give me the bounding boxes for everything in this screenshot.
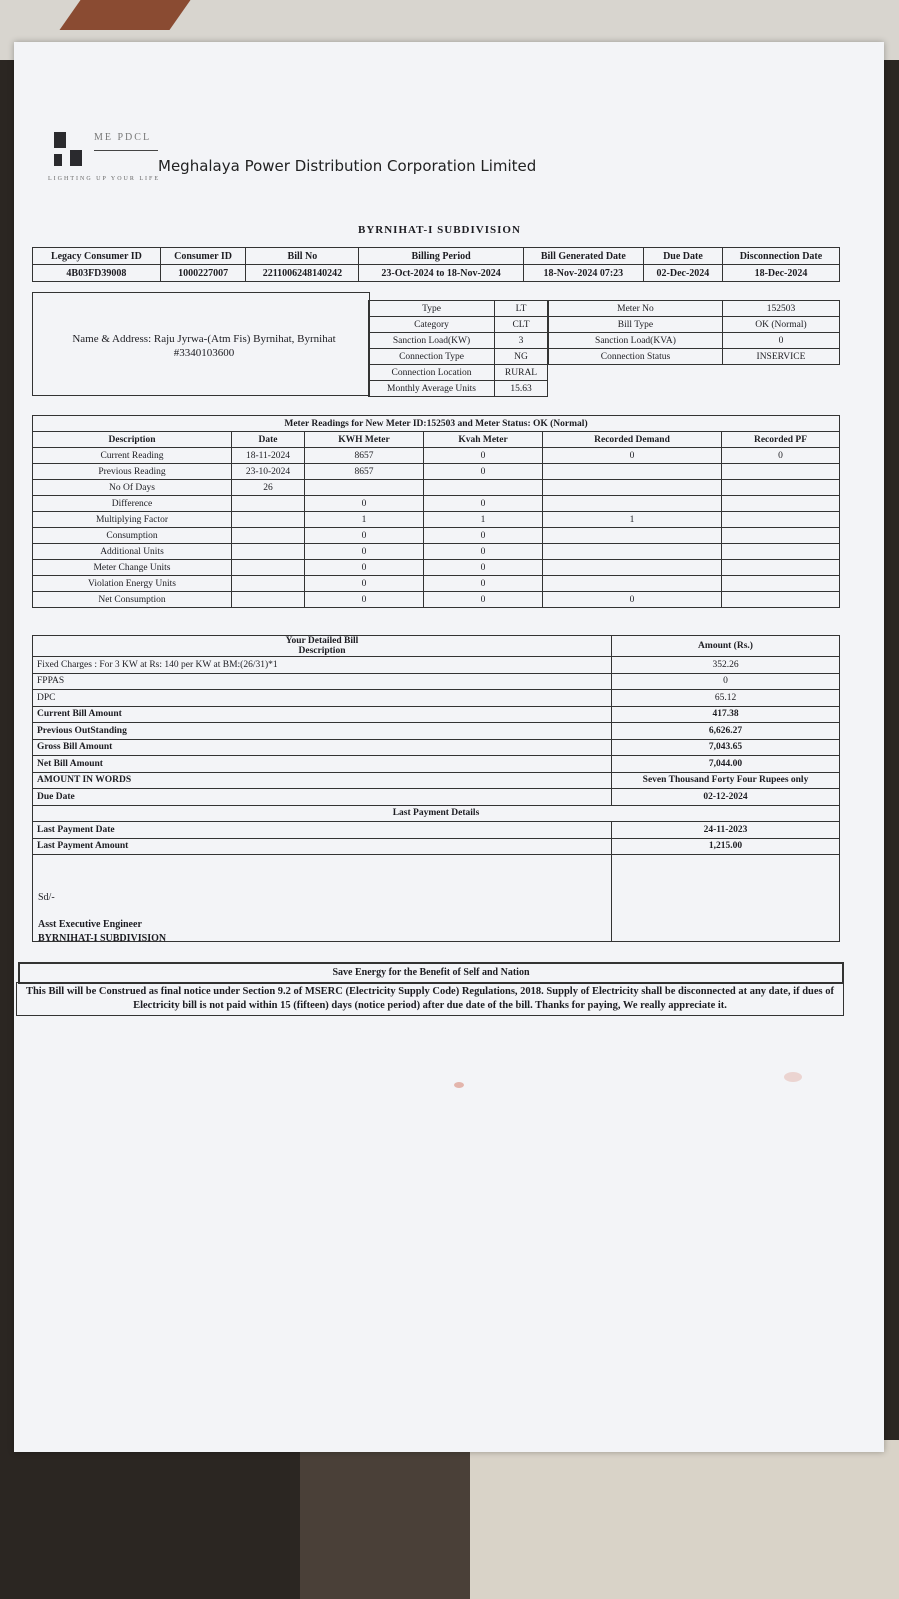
reading-cell: 0 <box>305 496 424 512</box>
stain-mark <box>454 1082 464 1088</box>
connection-table <box>368 300 548 397</box>
reading-cell <box>543 528 722 544</box>
meter-table <box>548 300 840 365</box>
bill-item-amount: 417.38 <box>612 706 840 723</box>
table-row <box>33 560 840 576</box>
connection-label: Type <box>369 301 495 317</box>
amount-header: Amount (Rs.) <box>612 636 840 657</box>
bill-item-amount: 352.26 <box>612 657 840 674</box>
table-row <box>33 512 840 528</box>
bill-item-label: Net Bill Amount <box>33 756 612 773</box>
bill-item-amount: 7,043.65 <box>612 739 840 756</box>
signature-sd: Sd/- <box>38 892 55 903</box>
table-row <box>369 381 548 397</box>
last-payment-date: 24-11-2023 <box>612 822 840 839</box>
table-row <box>33 544 840 560</box>
table-row <box>33 723 840 740</box>
consumer-phone: #3340103600 <box>173 347 235 359</box>
reading-cell <box>543 544 722 560</box>
name-address <box>44 332 364 360</box>
consumer-name-address: Name & Address: Raju Jyrwa-(Atm Fis) Byrnihat, Byrnihat <box>72 333 336 345</box>
connection-value: NG <box>495 349 548 365</box>
reading-cell <box>232 528 305 544</box>
reading-cell <box>543 464 722 480</box>
table-row <box>33 657 840 674</box>
connection-value: 15.63 <box>495 381 548 397</box>
table-header: Recorded PF <box>722 432 840 448</box>
logo-tagline: LIGHTING UP YOUR LIFE <box>48 176 161 182</box>
last-payment-date-label: Last Payment Date <box>33 822 612 839</box>
meter-label: Bill Type <box>549 317 723 333</box>
consumer-id-table <box>32 247 840 282</box>
reading-rows <box>33 448 840 608</box>
connection-label: Connection Type <box>369 349 495 365</box>
table-header: KWH Meter <box>305 432 424 448</box>
reading-label: Violation Energy Units <box>33 576 232 592</box>
table-row <box>33 855 840 942</box>
reading-cell: 0 <box>424 592 543 608</box>
company-name: Meghalaya Power Distribution Corporation Limited <box>158 157 537 175</box>
reading-cell <box>722 480 840 496</box>
reading-cell <box>543 560 722 576</box>
bill-generated-date: 18-Nov-2024 07:23 <box>523 265 643 282</box>
bill-title-text: Your Detailed Bill <box>285 636 359 646</box>
bill-page <box>14 42 884 1452</box>
reading-cell <box>232 592 305 608</box>
reading-cell <box>232 576 305 592</box>
table-header: Consumer ID <box>160 248 246 265</box>
table-row <box>33 528 840 544</box>
signature-title: Asst Executive Engineer <box>38 919 142 930</box>
table-row <box>33 838 840 855</box>
table-row <box>33 592 840 608</box>
reading-cell <box>722 496 840 512</box>
reading-cell: 0 <box>305 592 424 608</box>
table-row <box>33 690 840 707</box>
reading-cell: 0 <box>424 560 543 576</box>
reading-cell <box>424 480 543 496</box>
table-row <box>33 576 840 592</box>
reading-cell: 0 <box>424 544 543 560</box>
save-energy-banner: Save Energy for the Benefit of Self and Nation <box>18 962 844 984</box>
billing-period: 23-Oct-2024 to 18-Nov-2024 <box>359 265 523 282</box>
company-logo-icon <box>54 132 84 170</box>
connection-value: LT <box>495 301 548 317</box>
bill-item-amount: 02-12-2024 <box>612 789 840 806</box>
table-header: Legacy Consumer ID <box>33 248 161 265</box>
reading-cell: 1 <box>305 512 424 528</box>
table-row <box>33 805 840 822</box>
meter-label: Meter No <box>549 301 723 317</box>
connection-label: Sanction Load(KW) <box>369 333 495 349</box>
reading-cell <box>722 464 840 480</box>
table-header: Bill No <box>246 248 359 265</box>
table-row <box>549 349 840 365</box>
reading-cell: 23-10-2024 <box>232 464 305 480</box>
reading-cell: 0 <box>424 448 543 464</box>
reading-cell <box>305 480 424 496</box>
table-header: Disconnection Date <box>722 248 839 265</box>
reading-label: Current Reading <box>33 448 232 464</box>
reading-cell: 0 <box>305 560 424 576</box>
table-row <box>33 432 840 448</box>
table-row <box>33 822 840 839</box>
table-row <box>33 772 840 789</box>
meter-label: Sanction Load(KVA) <box>549 333 723 349</box>
reading-cell: 0 <box>305 576 424 592</box>
consumer-id: 1000227007 <box>160 265 246 282</box>
table-row <box>33 739 840 756</box>
table-header: Kvah Meter <box>424 432 543 448</box>
stain-mark <box>784 1072 802 1082</box>
reading-cell: 0 <box>424 496 543 512</box>
connection-label: Monthly Average Units <box>369 381 495 397</box>
connection-value: RURAL <box>495 365 548 381</box>
bill-item-label: Current Bill Amount <box>33 706 612 723</box>
detailed-bill-table <box>32 635 840 942</box>
reading-cell <box>543 480 722 496</box>
bill-item-label: AMOUNT IN WORDS <box>33 772 612 789</box>
table-row <box>33 480 840 496</box>
table-row <box>33 706 840 723</box>
reading-cell: 0 <box>305 528 424 544</box>
bill-item-label: DPC <box>33 690 612 707</box>
bill-item-amount: 65.12 <box>612 690 840 707</box>
reading-cell <box>543 576 722 592</box>
reading-label: Previous Reading <box>33 464 232 480</box>
table-header: Description <box>33 432 232 448</box>
reading-cell <box>722 576 840 592</box>
reading-cell <box>232 560 305 576</box>
reading-label: Difference <box>33 496 232 512</box>
table-header: Recorded Demand <box>543 432 722 448</box>
subdivision-title: BYRNIHAT-I SUBDIVISION <box>358 224 521 236</box>
background-paper-below <box>470 1440 899 1599</box>
background-pencil <box>59 0 190 30</box>
meter-readings-table <box>32 415 840 608</box>
meter-label: Connection Status <box>549 349 723 365</box>
reading-cell: 0 <box>722 448 840 464</box>
table-header: Due Date <box>643 248 722 265</box>
connection-label: Connection Location <box>369 365 495 381</box>
logo-divider <box>94 150 158 151</box>
bill-item-amount: 0 <box>612 673 840 690</box>
reading-cell <box>232 544 305 560</box>
reading-label: Net Consumption <box>33 592 232 608</box>
table-row <box>369 349 548 365</box>
last-payment-amount: 1,215.00 <box>612 838 840 855</box>
table-row <box>369 365 548 381</box>
reading-cell: 0 <box>543 448 722 464</box>
reading-cell: 0 <box>305 544 424 560</box>
reading-label: Meter Change Units <box>33 560 232 576</box>
reading-label: Consumption <box>33 528 232 544</box>
bill-item-amount: 6,626.27 <box>612 723 840 740</box>
meter-value: OK (Normal) <box>722 317 839 333</box>
reading-cell: 0 <box>543 592 722 608</box>
table-row <box>33 464 840 480</box>
bill-item-label: Due Date <box>33 789 612 806</box>
bill-item-label: Gross Bill Amount <box>33 739 612 756</box>
reading-cell: 0 <box>424 528 543 544</box>
bill-item-amount: 7,044.00 <box>612 756 840 773</box>
last-payment-title: Last Payment Details <box>33 805 840 822</box>
table-row <box>33 448 840 464</box>
table-header: Date <box>232 432 305 448</box>
table-row <box>33 756 840 773</box>
reading-cell <box>543 496 722 512</box>
logo-text: ME PDCL <box>94 132 152 143</box>
table-row <box>33 248 840 265</box>
table-row <box>369 333 548 349</box>
bill-rows <box>33 657 840 806</box>
reading-cell: 8657 <box>305 448 424 464</box>
connection-label: Category <box>369 317 495 333</box>
reading-cell <box>232 512 305 528</box>
bill-item-label: Fixed Charges : For 3 KW at Rs: 140 per KW at BM:(26/31)*1 <box>33 657 612 674</box>
table-row <box>33 416 840 432</box>
bill-title <box>33 636 612 657</box>
legacy-consumer-id: 4B03FD39008 <box>33 265 161 282</box>
meter-value: INSERVICE <box>722 349 839 365</box>
reading-cell: 26 <box>232 480 305 496</box>
signature-office: BYRNIHAT-I SUBDIVISION <box>38 933 167 944</box>
reading-cell <box>722 528 840 544</box>
reading-cell <box>722 512 840 528</box>
table-header: Billing Period <box>359 248 523 265</box>
table-row <box>369 301 548 317</box>
table-row <box>33 496 840 512</box>
reading-label: No Of Days <box>33 480 232 496</box>
reading-cell <box>232 496 305 512</box>
reading-cell <box>722 544 840 560</box>
bill-no: 2211006248140242 <box>246 265 359 282</box>
reading-cell <box>722 592 840 608</box>
signature-blank <box>612 855 840 942</box>
reading-label: Additional Units <box>33 544 232 560</box>
reading-cell: 1 <box>424 512 543 528</box>
bill-desc-header: Description <box>298 646 346 656</box>
table-row <box>33 789 840 806</box>
reading-cell: 1 <box>543 512 722 528</box>
table-row <box>549 317 840 333</box>
due-date: 02-Dec-2024 <box>643 265 722 282</box>
meter-value: 152503 <box>722 301 839 317</box>
table-row <box>549 333 840 349</box>
connection-value: 3 <box>495 333 548 349</box>
meter-value: 0 <box>722 333 839 349</box>
bill-item-label: FPPAS <box>33 673 612 690</box>
table-row <box>369 317 548 333</box>
table-row <box>33 673 840 690</box>
reading-label: Multiplying Factor <box>33 512 232 528</box>
reading-cell <box>722 560 840 576</box>
connection-value: CLT <box>495 317 548 333</box>
disconnection-notice: This Bill will be Construed as final notice under Section 9.2 of MSERC (Electricity Supply Code) Regulations, 2018. Supply of Electricity shall be disconnected at any date, if dues of Electricity bill is not paid within 15 (fifteen) days (notice period) after due date of the bill. Thanks for paying, We really appreciate it. <box>16 982 844 1016</box>
reading-cell: 8657 <box>305 464 424 480</box>
reading-cell: 0 <box>424 576 543 592</box>
reading-cell: 18-11-2024 <box>232 448 305 464</box>
table-row <box>33 636 840 657</box>
disconnection-date: 18-Dec-2024 <box>722 265 839 282</box>
table-row <box>549 301 840 317</box>
table-header: Bill Generated Date <box>523 248 643 265</box>
bill-item-label: Previous OutStanding <box>33 723 612 740</box>
last-payment-amount-label: Last Payment Amount <box>33 838 612 855</box>
reading-cell: 0 <box>424 464 543 480</box>
bill-item-amount: Seven Thousand Forty Four Rupees only <box>612 772 840 789</box>
readings-title: Meter Readings for New Meter ID:152503 and Meter Status: OK (Normal) <box>33 416 840 432</box>
table-row <box>33 265 840 282</box>
